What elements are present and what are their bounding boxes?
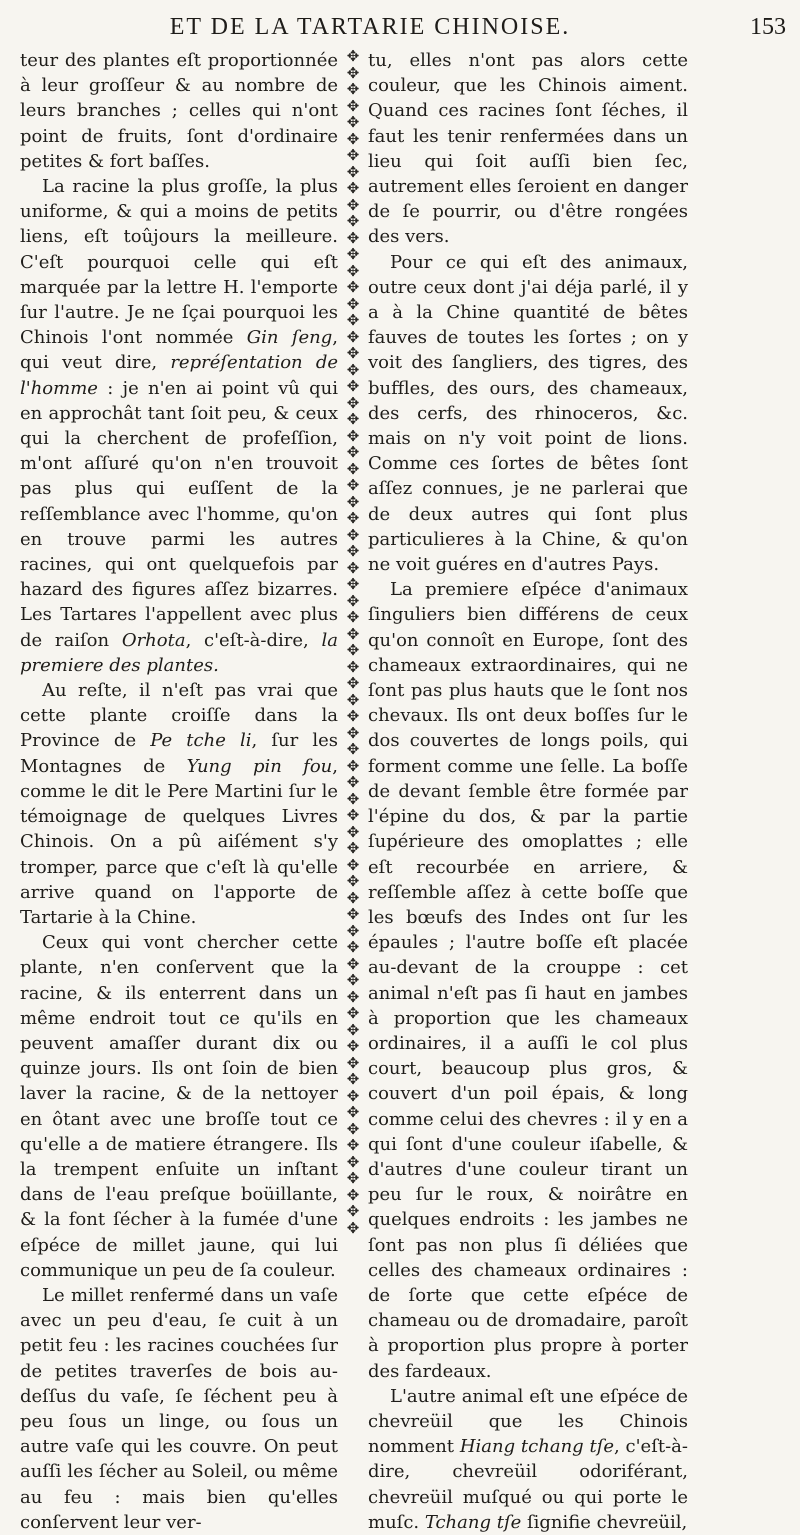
ornament-glyph: ✥ <box>346 888 360 907</box>
paragraph <box>20 1283 338 1535</box>
ornament-glyph: ✥ <box>346 542 360 560</box>
ornament-glyph: ✥ <box>346 657 360 676</box>
ornament-glyph: ✥ <box>346 113 360 131</box>
ornament-glyph: ✥ <box>346 261 360 280</box>
ornament-glyph: ✥ <box>346 228 360 247</box>
ornament-glyph: ✥ <box>346 443 360 461</box>
ornament-glyph: ✥ <box>346 773 360 791</box>
page-number: 153 <box>750 14 786 40</box>
ornament-glyph: ✥ <box>346 1086 360 1105</box>
ornament-glyph: ✥ <box>346 294 360 313</box>
ornament-glyph: ✥ <box>346 690 360 709</box>
ornament-glyph: ✥ <box>346 756 360 775</box>
ornament-glyph: ✥ <box>346 624 360 643</box>
paragraph <box>368 48 688 250</box>
ornament-glyph: ✥ <box>346 195 360 214</box>
ornament-glyph: ✥ <box>346 740 360 758</box>
text-run: , c'eſt-à-dire, <box>185 629 322 651</box>
text-run: Au reſte, il n'eſt pas vrai que cette plante croiſſe dans la Province de <box>20 680 338 752</box>
text-run: L'autre animal eſt une eſpéce de chevreüil que les Chinois nomment <box>368 1385 688 1458</box>
ornament-glyph: ✥ <box>346 129 360 148</box>
ornament-glyph: ✥ <box>346 162 360 181</box>
ornament-glyph: ✥ <box>346 1185 360 1204</box>
ornament-glyph: ✥ <box>346 377 360 395</box>
ornament-glyph: ✥ <box>346 1070 360 1088</box>
text-run: La premiere eſpéce d'animaux ſinguliers bien différens de ceux qu'on connoît en Europe, ſont des chameaux extraordinaires, qui ne ſont pas plus hauts que le ſont nos chevaux. Ils ont deux boſſes ſur le dos couvertes de longs poils, qui forment comme une ſelle. La boſſe de devant ſemble être formée par l'épine du dos, & par la partie ſupérieure des omoplattes ; elle eſt recourbée en arriere, & reſſemble aſſez à cette boſſe que les bœufs des Indes ont ſur les épaules ; l'autre boſſe eſt placée au-devant de la crouppe : cet animal n'eſt pas ſi haut en jambes à proportion que les chameaux ordinaires, il a auſſi le col plus court, beaucoup plus gros, & couvert d'un poil épais, & long comme celui des chevres : il y en a qui ſont d'une couleur iſabelle, & d'autres d'une couleur tirant un peu ſur le roux, & noirâtre en quelques endroits : les jambes ne ſont pas non plus ſi déliées que celles des chameaux ordinaires : de ſorte que cette eſpéce de chameau ou de dromadaire, paroît à proportion plus propre à porter des fardeaux. <box>368 579 688 1382</box>
ornament-glyph: ✥ <box>346 459 360 478</box>
text-run: , qui veut dire, <box>20 327 339 374</box>
ornament-glyph: ✥ <box>346 212 360 230</box>
column-divider-ornament <box>341 47 365 1237</box>
paragraph <box>368 577 688 1384</box>
italic-text: Yung pin fou <box>186 755 333 777</box>
running-header <box>20 10 786 46</box>
text-run: La racine la plus groſſe, la plus uniforme, & qui a moins de petits liens, eſt toûjours la meilleure. C'eſt pourquoi celle qui eſt marquée par la lettre H. l'emporte ſur l'autre. Je ne ſçai pourquoi les Chinois l'ont nommée <box>20 176 338 349</box>
text-run: , c'eſt-à-dire, chevreüil odoriférant, chevreüil muſqué ou qui porte le muſc. <box>368 1436 688 1533</box>
ornament-glyph: ✥ <box>346 1152 360 1171</box>
italic-text: Pe tche li <box>150 730 252 752</box>
ornament-glyph: ✥ <box>346 789 360 808</box>
ornament-glyph: ✥ <box>346 1053 360 1072</box>
ornament-glyph: ✥ <box>346 822 360 841</box>
ornament-glyph: ✥ <box>346 146 360 164</box>
italic-text: la premiere des plantes. <box>20 629 338 676</box>
text-run: tu, elles n'ont pas alors cette couleur, que les Chinois aiment. Quand ces racines ſont ſéches, il faut les tenir renfermées dans un lieu qui ſoit auſſi bien ſec, autrement elles ſeroient en danger de ſe pourrir, ou d'être rongées des vers. <box>368 50 688 248</box>
ornament-glyph: ✥ <box>346 938 360 956</box>
running-title: ET DE LA TARTARIE CHINOISE. <box>169 14 571 40</box>
ornament-glyph: ✥ <box>346 509 360 527</box>
text-run: Le millet renfermé dans un vaſe avec un peu d'eau, ſe cuit à un petit feu : les racines couchées ſur de petites traverſes de bois au-deſſus du vaſe, ſe ſéchent peu à peu ſous un linge, ou ſous un autre vaſe qui les couvre. On peut auſſi les ſécher au Soleil, ou même au feu : mais bien qu'elles conſervent leur ver- <box>20 1284 338 1533</box>
ornament-glyph: ✥ <box>346 80 360 98</box>
left-column <box>20 48 339 1533</box>
ornament-glyph: ✥ <box>346 393 360 412</box>
ornament-glyph: ✥ <box>346 806 360 824</box>
paragraph <box>20 174 338 678</box>
ornament-glyph: ✥ <box>346 327 360 346</box>
ornament-glyph: ✥ <box>346 954 360 973</box>
ornament-glyph: ✥ <box>346 971 360 989</box>
ornament-glyph: ✥ <box>346 1136 360 1154</box>
ornament-glyph: ✥ <box>346 96 360 115</box>
text-run: Ceux qui vont chercher cette plante, n'en conſervent que la racine, & ils enterrent dans un même endroit tout ce qu'ils en peuvent amaſſer durant dix ou quinze jours. Ils ont ſoin de bien laver la racine, & de la nettoyer en ôtant avec une broſſe tout ce qu'elle a de matiere étrangere. Ils la trempent enſuite un inſtant dans de l'eau preſque boüillante, & la font ſécher à la fumée d'une eſpéce de millet jaune, qui lui communique un peu de ſa couleur. <box>20 932 338 1281</box>
ornament-glyph: ✥ <box>346 591 360 610</box>
text-run: ſignifie chevreüil, <box>521 1511 688 1533</box>
ornament-glyph: ✥ <box>346 1119 360 1138</box>
paragraph <box>20 930 338 1283</box>
ornament-glyph: ✥ <box>346 1218 360 1237</box>
right-column <box>368 48 688 1533</box>
ornament-glyph: ✥ <box>346 905 360 923</box>
ornament-glyph: ✥ <box>346 311 360 329</box>
ornament-glyph: ✥ <box>346 278 360 296</box>
ornament-glyph: ✥ <box>346 558 360 577</box>
ornament-glyph: ✥ <box>346 47 360 65</box>
ornament-glyph: ✥ <box>346 1004 360 1022</box>
ornament-glyph: ✥ <box>346 344 360 362</box>
ornament-glyph: ✥ <box>346 674 360 692</box>
italic-text: Orhota <box>121 629 186 651</box>
text-run: : je n'en ai point vû qui en approchât tant ſoit peu, & ceux qui la cherchent de profeſſion, m'ont aſſuré qu'on n'en trouvoit pas plus qui euſſent de la reſſemblance avec l'homme, qu'on en trouve parmi les autres racines, qui ont quelquefois par hazard des figures aſſez bizarres. Les Tartares l'appellent avec plus de raiſon <box>20 377 338 651</box>
italic-text: Tchang tſe <box>424 1511 522 1533</box>
italic-text: repréſentation de l'homme <box>20 352 338 399</box>
ornament-glyph: ✥ <box>346 641 360 659</box>
ornament-glyph: ✥ <box>346 855 360 874</box>
ornament-glyph: ✥ <box>346 1169 360 1187</box>
ornament-glyph: ✥ <box>346 608 360 626</box>
ornament-glyph: ✥ <box>346 476 360 494</box>
paragraph <box>368 1384 688 1535</box>
paragraph <box>20 678 338 930</box>
paragraph <box>20 48 338 174</box>
text-run: , ſur les Montagnes de <box>20 730 338 777</box>
ornament-glyph: ✥ <box>346 723 360 742</box>
text-run: teur des plantes eſt proportionnée à leur groſſeur & au nombre de leurs branches ; celles qui n'ont point de fruits, ſont d'ordinaire petites & fort baſſes. <box>20 50 338 172</box>
ornament-glyph: ✥ <box>346 707 360 725</box>
ornament-glyph: ✥ <box>346 525 360 544</box>
ornament-glyph: ✥ <box>346 839 360 857</box>
text-run: Pour ce qui eſt des animaux, outre ceux dont j'ai déja parlé, il y a à la Chine quantité de bêtes fauves de toutes les ſortes ; on y voit des ſangliers, des tigres, des buffles, des ours, des chameaux, des cerfs, des rhinoceros, &c. mais on n'y voit point de lions. Comme ces ſortes de bêtes ſont aſſez connues, je ne parlerai que de deux autres qui ſont plus particulieres à la Chine, & qu'on ne voit guéres en d'autres Pays. <box>368 251 688 576</box>
ornament-glyph: ✥ <box>346 1103 360 1121</box>
ornament-glyph: ✥ <box>346 575 360 593</box>
ornament-glyph: ✥ <box>346 987 360 1006</box>
ornament-glyph: ✥ <box>346 921 360 940</box>
ornament-glyph: ✥ <box>346 872 360 890</box>
text-run: , comme le dit le Pere Martini ſur le témoignage de quelques Livres Chinois. On a pû aiſément s'y tromper, parce que c'eſt là qu'elle arrive quand on l'apporte de Tartarie à la Chine. <box>20 755 338 928</box>
paragraph <box>368 250 688 578</box>
ornament-glyph: ✥ <box>346 1202 360 1220</box>
ornament-glyph: ✥ <box>346 1037 360 1055</box>
italic-text: Gin ſeng <box>246 327 333 349</box>
ornament-glyph: ✥ <box>346 492 360 511</box>
ornament-glyph: ✥ <box>346 360 360 379</box>
ornament-glyph: ✥ <box>346 245 360 263</box>
ornament-glyph: ✥ <box>346 63 360 82</box>
ornament-glyph: ✥ <box>346 410 360 428</box>
ornament-glyph: ✥ <box>346 426 360 445</box>
italic-text: Hiang tchang tſe <box>459 1436 615 1458</box>
ornament-glyph: ✥ <box>346 179 360 197</box>
ornament-glyph: ✥ <box>346 1020 360 1039</box>
